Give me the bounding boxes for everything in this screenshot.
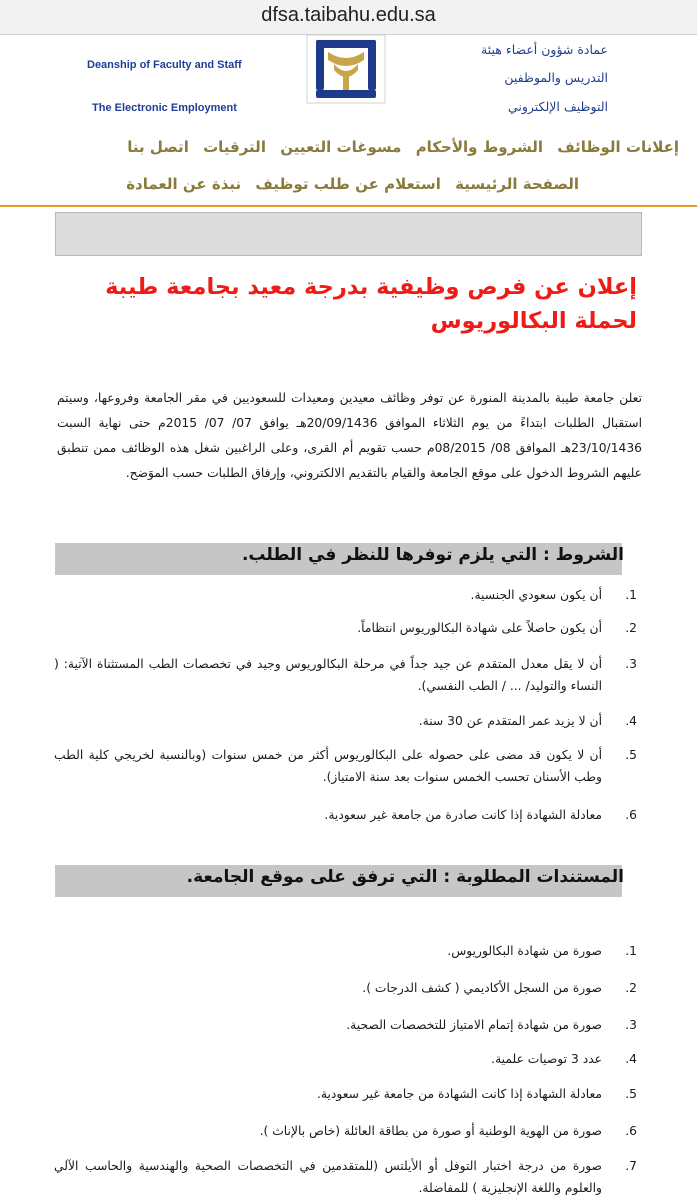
item-text: أن يكون حاصلاً على شهادة البكالوريوس انتظاماً. (357, 621, 602, 635)
item-number: 2. (625, 621, 637, 635)
item-number: 1. (625, 944, 637, 958)
list-item (57, 940, 637, 962)
conditions-section-bar (55, 543, 622, 575)
item-number: 2. (625, 981, 637, 995)
list-item (54, 1155, 637, 1199)
item-text: صورة من السجل الأكاديمي ( كشف الدرجات ). (362, 981, 602, 995)
announcement-intro: تعلن جامعة طيبة بالمدينة المنورة عن توفر وظائف معيدين ومعيدات للسعوديين في مقر الجامعة وفروعها، وسيتم استقبال الطلبات ابتداءً من يوم الثلاثاء الموافق 20/09/1436هـ يوافق 07/ 07/ 2015م حتى نهاية السبت 23/10/1436هـ الموافق 08/ 08/2015م حسب تقويم أم القرى، وعلى الراغبين شغل هذه الوظائف ممن تنطبق عليهم الشروط الدخول على موقع الجامعة والقيام بالتقديم الالكتروني، وإرفاق الطلبات حسب الموَضح. (57, 391, 642, 480)
item-text: صورة من الهوية الوطنية أو صورة من بطاقة العائلة (خاص بالإناث ). (259, 1124, 602, 1138)
item-text: أن يكون سعودي الجنسية. (470, 588, 602, 602)
announcement-title: إعلان عن فرص وظيفية بدرجة معيد بجامعة طيبة لحملة البكالوريوس (105, 274, 637, 334)
nav-home[interactable]: الصفحة الرئيسية (455, 175, 579, 193)
item-number: 4. (625, 1052, 637, 1066)
item-number: 1. (625, 588, 637, 602)
list-item (57, 804, 637, 826)
item-number: 3. (625, 657, 637, 671)
nav-application-inquiry[interactable]: استعلام عن طلب توظيف (255, 175, 441, 193)
item-text: معادلة الشهادة إذا كانت الشهادة من جامعة غير سعودية. (316, 1087, 602, 1101)
url-text: dfsa.taibahu.edu.sa (261, 4, 436, 26)
nav-terms-conditions[interactable]: الشروط والأحكام (415, 138, 543, 156)
item-number: 7. (625, 1159, 637, 1173)
item-text: أن لا يقل معدل المتقدم عن جيد جداً في مرحلة البكالوريوس وجيد في تخصصات الطب المستثناة الآتية: ( النساء والتوليد/ ... / الطب النفسي). (54, 657, 602, 693)
item-text: صورة من درجة اختبار التوفل أو الأيلتس (للمتقدمين في التخصصات الصحية والهندسية والحاسب الآلي والعلوم واللغة الإنجليزية ) للمفاضلة. (54, 1159, 602, 1195)
address-bar[interactable] (0, 0, 697, 35)
list-item (57, 977, 637, 999)
nav-appointment-docs[interactable]: مسوغات التعيين (280, 138, 402, 156)
item-text: معادلة الشهادة إذا كانت صادرة من جامعة غير سعودية. (324, 808, 602, 822)
list-item (57, 584, 637, 606)
list-item (57, 1048, 637, 1070)
header-ar-line1: عمادة شؤون أعضاء هيئة (481, 42, 608, 57)
nav-row-2 (117, 175, 579, 193)
list-item (57, 710, 637, 732)
nav-about-deanship[interactable]: نبذة عن العمادة (126, 175, 242, 193)
gray-banner (55, 212, 642, 256)
item-text: أن لا يزيد عمر المتقدم عن 30 سنة. (418, 714, 602, 728)
taibah-university-logo[interactable] (306, 34, 386, 104)
header-en-line2: The Electronic Employment (92, 102, 237, 114)
header-ar-line2: التدريس والموظفين (504, 70, 608, 85)
item-text: صورة من شهادة البكالوريوس. (447, 944, 602, 958)
header-en-line1: Deanship of Faculty and Staff (87, 59, 242, 71)
item-text: عدد 3 توصيات علمية. (491, 1052, 602, 1066)
site-header (0, 34, 697, 124)
documents-title: المستندات المطلوبة : التي ترفق على موقع الجامعة. (186, 867, 624, 887)
item-text: صورة من شهادة إتمام الامتياز للتخصصات الصحية. (346, 1018, 602, 1032)
item-number: 6. (625, 1124, 637, 1138)
nav-row-1 (118, 138, 679, 156)
item-number: 3. (625, 1018, 637, 1032)
nav-promotions[interactable]: الترقيات (203, 138, 266, 156)
nav-job-announcements[interactable]: إعلانات الوظائف (557, 138, 679, 156)
item-number: 5. (625, 1087, 637, 1101)
list-item (57, 1083, 637, 1105)
item-number: 6. (625, 808, 637, 822)
list-item (57, 617, 637, 639)
item-text: أن لا يكون قد مضى على حصوله على البكالوريوس أكثر من خمس سنوات (وبالنسبة لخريجي كلية الطب وطب الأسنان تحسب الخمس سنوات بعد سنة الامتياز). (54, 748, 602, 784)
list-item (57, 1014, 637, 1036)
item-number: 5. (625, 748, 637, 762)
conditions-title: الشروط : التي يلزم توفرها للنظر في الطلب. (241, 545, 624, 565)
documents-section-bar (55, 865, 622, 897)
list-item (54, 653, 637, 697)
list-item (57, 1120, 637, 1142)
header-divider (0, 205, 697, 207)
nav-contact-us[interactable]: اتصل بنا (127, 138, 189, 156)
list-item (54, 744, 637, 788)
header-ar-line3: التوظيف الإلكتروني (507, 99, 608, 114)
item-number: 4. (625, 714, 637, 728)
